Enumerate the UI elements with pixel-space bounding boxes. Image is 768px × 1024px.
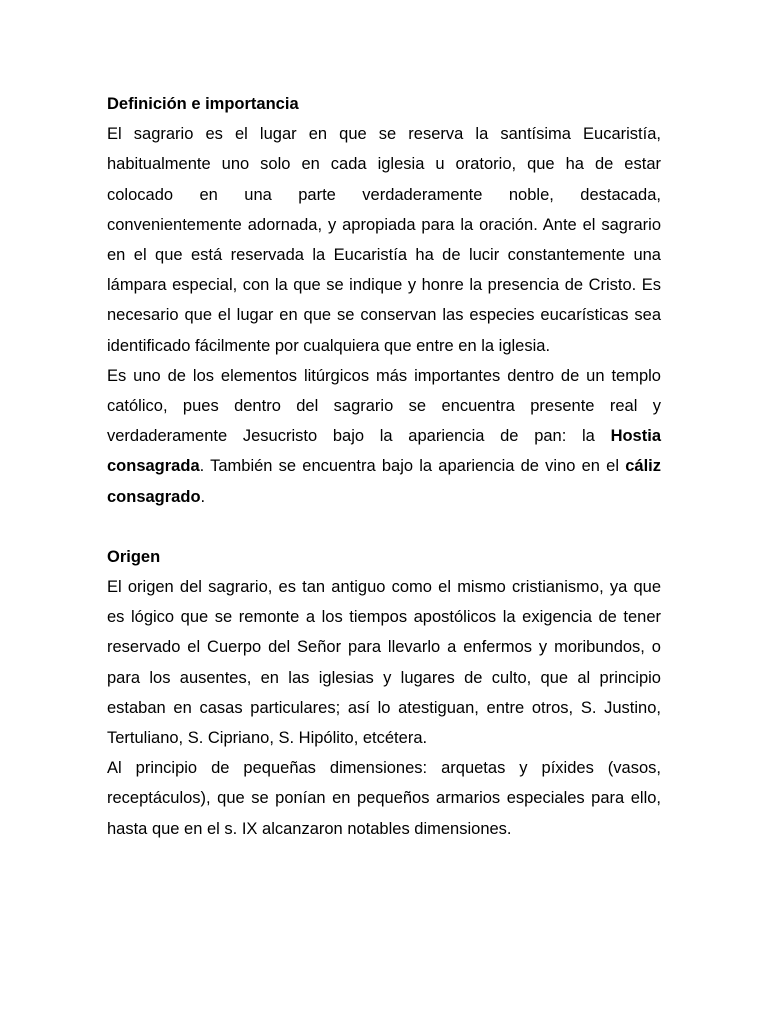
paragraph-importancia	[107, 361, 661, 512]
section-spacer	[107, 512, 661, 542]
text-run: . También se encuentra bajo la apariencia de vino en el	[199, 457, 626, 476]
paragraph-dimensiones: Al principio de pequeñas dimensiones: arquetas y píxides (vasos, receptáculos), que se ponían en pequeños armarios especiales para ello, hasta que en el s. IX alcanzaron notables dimensiones.	[107, 759, 661, 838]
bold-term-caliz: cáliz consagrado	[107, 457, 661, 506]
text-run: Es uno de los elementos litúrgicos más importantes dentro de un templo católico, pues dentro del sagrario se encuentra presente real y verdaderamente Jesucristo bajo la apariencia de pan: la	[107, 366, 661, 446]
bold-term-hostia: Hostia consagrada	[107, 427, 661, 476]
section-heading-origen: Origen	[107, 547, 161, 566]
paragraph-origen: El origen del sagrario, es tan antiguo como el mismo cristianismo, ya que es lógico que se remonte a los tiempos apostólicos la exigencia de tener reservado el Cuerpo del Señor para llevarlo a enfermos y moribundos, o para los ausentes, en las iglesias y lugares de culto, que al principio estaban en casas particulares; así lo atestiguan, entre otros, S. Justino, Tertuliano, S. Cipriano, S. Hipólito, etcétera.	[107, 578, 661, 748]
section-heading-definicion: Definición e importancia	[107, 95, 299, 113]
document-page	[107, 89, 661, 844]
text-run: .	[200, 487, 206, 506]
paragraph-definicion: El sagrario es el lugar en que se reserva la santísima Eucaristía, habitualmente uno solo en cada iglesia u oratorio, que ha de estar colocado en una parte verdaderamente noble, destacada, convenientemente adornada, y apropiada para la oración. Ante el sagrario en el que está reservada la Eucaristía ha de lucir constantemente una lámpara especial, con la que se indique y honre la presencia de Cristo. Es necesario que el lugar en que se conservan las especies eucarísticas sea identificado fácilmente por cualquiera que entre en la iglesia.	[107, 125, 661, 355]
